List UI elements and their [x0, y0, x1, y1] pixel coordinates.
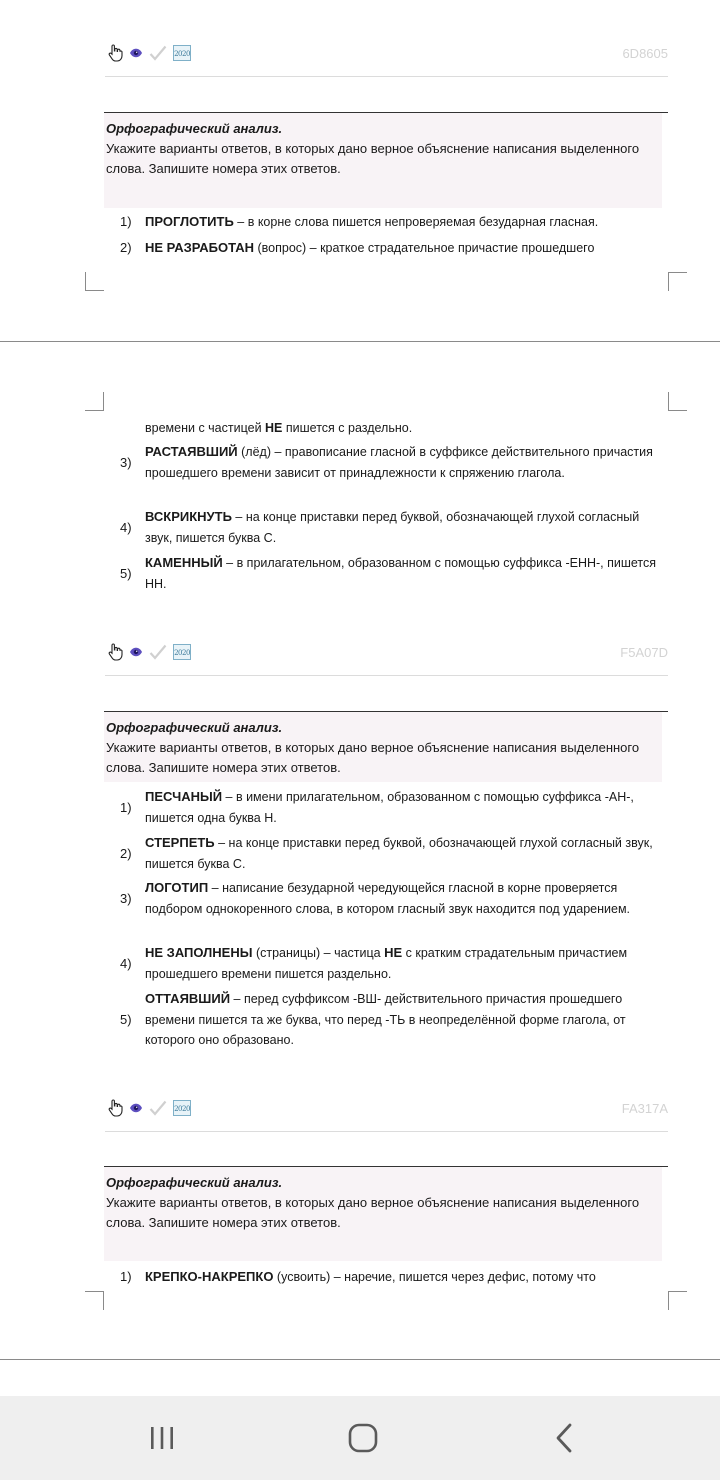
- task-header-divider: [105, 76, 668, 77]
- answer-number: 4): [120, 955, 132, 971]
- answer-continuation: времени с частицей НЕ пишется с раздельно.: [145, 421, 413, 435]
- page-corner-mark: [85, 392, 104, 411]
- answer-option[interactable]: [120, 507, 660, 548]
- question-title: Орфографический анализ.: [106, 720, 283, 735]
- question-title: Орфографический анализ.: [106, 121, 283, 136]
- task-id: F5A07D: [620, 645, 668, 660]
- eye-icon[interactable]: [129, 1102, 143, 1114]
- checkmark-icon[interactable]: [149, 644, 167, 660]
- answer-number: 3): [120, 454, 132, 470]
- page-corner-mark: [85, 1291, 104, 1310]
- year-2020-badge-icon[interactable]: 2020: [173, 45, 191, 61]
- task-header: [105, 1097, 668, 1121]
- question-text: Укажите варианты ответов, в которых дано верное объяснение написания выделенного слова. Запишите номера этих ответов.: [106, 141, 640, 176]
- page-break: [0, 341, 720, 342]
- page-corner-mark: [85, 272, 104, 291]
- recent-apps-icon: [147, 1424, 177, 1452]
- task-tools: [107, 42, 191, 64]
- answer-text: ЛОГОТИП – написание безударной чередующейся гласной в корне проверяется подбором однокоренного слова, в котором гласный звук находится под ударением.: [145, 880, 631, 916]
- answer-text: ОТТАЯВШИЙ – перед суффиксом -ВШ- действительного причастия прошедшего времени пишется та же буква, что перед -ТЬ в неопределённой форме глагола, от которого оно образовано.: [145, 991, 626, 1047]
- page-corner-mark: [668, 272, 687, 291]
- checkmark-icon[interactable]: [149, 45, 167, 61]
- question-text: Укажите варианты ответов, в которых дано верное объяснение написания выделенного слова. Запишите номера этих ответов.: [106, 1195, 640, 1230]
- answer-text: ПРОГЛОТИТЬ – в корне слова пишется непроверяемая безударная гласная.: [145, 214, 599, 229]
- back-icon: [553, 1422, 577, 1454]
- year-2020-badge-icon[interactable]: 2020: [173, 644, 191, 660]
- question-text: Укажите варианты ответов, в которых дано верное объяснение написания выделенного слова. Запишите номера этих ответов.: [106, 740, 640, 775]
- answer-text: РАСТАЯВШИЙ (лёд) – правописание гласной в суффиксе действительного причастия прошедшего времени зависит от принадлежности к спряжению глагола.: [145, 444, 653, 480]
- answer-number: 3): [120, 890, 132, 906]
- answer-option[interactable]: [120, 238, 660, 259]
- answer-option[interactable]: [120, 878, 660, 919]
- answer-number: 1): [120, 214, 132, 230]
- answer-option[interactable]: [120, 1267, 660, 1288]
- question-box: [104, 712, 662, 782]
- answer-number: 2): [120, 240, 132, 256]
- page-corner-mark: [668, 392, 687, 411]
- answer-number: 1): [120, 799, 132, 815]
- answer-number: 4): [120, 519, 132, 535]
- question-box: [104, 113, 662, 208]
- answer-text: НЕ РАЗРАБОТАН (вопрос) – краткое страдательное причастие прошедшего: [145, 240, 595, 255]
- answer-number: 5): [120, 565, 132, 581]
- eye-icon[interactable]: [129, 646, 143, 658]
- hand-pointer-icon[interactable]: [107, 643, 123, 661]
- question-box: [104, 1167, 662, 1261]
- task-header: [105, 641, 668, 665]
- answer-number: 2): [120, 845, 132, 861]
- task-id: 6D8605: [622, 46, 668, 61]
- eye-icon[interactable]: [129, 47, 143, 59]
- page-corner-mark: [668, 1291, 687, 1310]
- answer-number: 5): [120, 1011, 132, 1027]
- question-title: Орфографический анализ.: [106, 1175, 283, 1190]
- answer-option[interactable]: [120, 442, 660, 483]
- answer-option[interactable]: [120, 833, 660, 874]
- answer-option[interactable]: [120, 212, 660, 233]
- answer-text: НЕ ЗАПОЛНЕНЫ (страницы) – частица НЕ с кратким страдательным причастием прошедшего времени пишется раздельно.: [145, 945, 628, 981]
- answer-option[interactable]: [120, 553, 660, 594]
- system-navigation-bar: [0, 1396, 720, 1480]
- answer-option[interactable]: [120, 943, 660, 984]
- task-header-divider: [105, 1131, 668, 1132]
- checkmark-icon[interactable]: [149, 1100, 167, 1116]
- year-2020-badge-icon[interactable]: 2020: [173, 1100, 191, 1116]
- recent-apps-button[interactable]: [142, 1418, 182, 1458]
- hand-pointer-icon[interactable]: [107, 44, 123, 62]
- task-tools: [107, 1097, 191, 1119]
- hand-pointer-icon[interactable]: [107, 1099, 123, 1117]
- task-header: [105, 42, 668, 66]
- task-id: FA317A: [621, 1101, 668, 1116]
- home-icon: [346, 1421, 380, 1455]
- answer-option[interactable]: [120, 989, 660, 1051]
- answer-text: КРЕПКО-НАКРЕПКО (усвоить) – наречие, пишется через дефис, потому что: [145, 1269, 596, 1284]
- answer-text: ВСКРИКНУТЬ – на конце приставки перед буквой, обозначающей глухой согласный звук, пишется буква С.: [145, 509, 640, 545]
- task-tools: [107, 641, 191, 663]
- home-button[interactable]: [343, 1418, 383, 1458]
- task-header-divider: [105, 675, 668, 676]
- page-break: [0, 1359, 720, 1360]
- answer-number: 1): [120, 1269, 132, 1285]
- answer-text: ПЕСЧАНЫЙ – в имени прилагательном, образованном с помощью суффикса -АН-, пишется одна буква Н.: [145, 789, 634, 825]
- answer-option[interactable]: [120, 787, 660, 828]
- answer-text: КАМЕННЫЙ – в прилагательном, образованном с помощью суффикса -ЕНН-, пишется НН.: [145, 555, 657, 591]
- back-button[interactable]: [545, 1418, 585, 1458]
- answer-text: СТЕРПЕТЬ – на конце приставки перед буквой, обозначающей глухой согласный звук, пишется буква С.: [145, 835, 653, 871]
